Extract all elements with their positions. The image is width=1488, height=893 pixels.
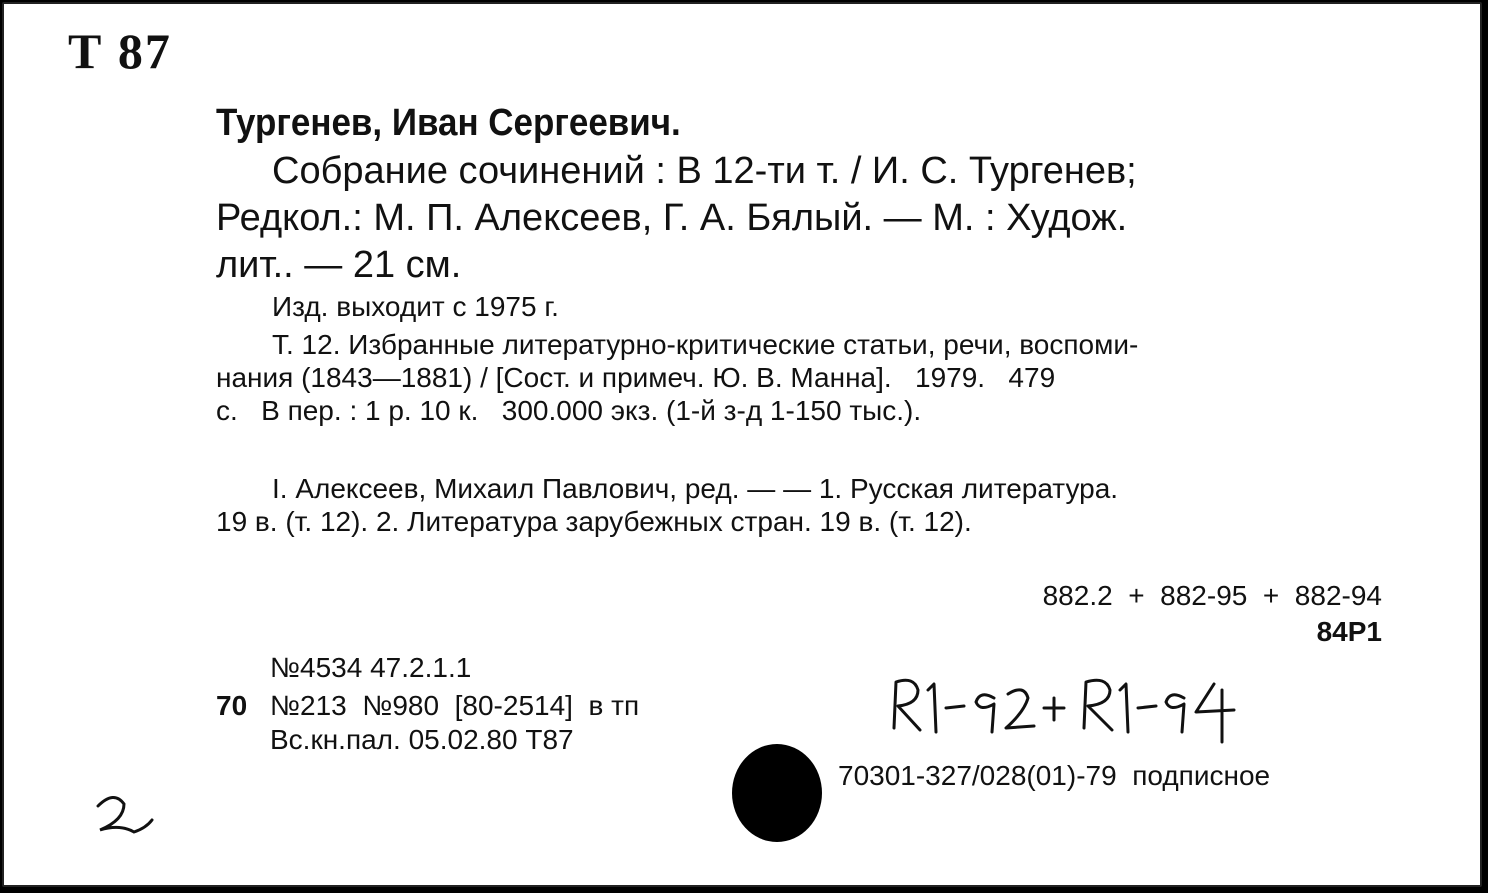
order-line-3: Вс.кн.пал. 05.02.80 Т87 [270,724,574,755]
title-line: лит.. — 21 см. [216,244,462,286]
order-line-2: №213 №980 [80-2514] в тп [270,690,640,721]
volume-line: с. В пер. : 1 р. 10 к. 300.000 экз. (1-й з-д 1-150 тыс.). [216,395,922,426]
shelf-mark: Т 87 [68,23,172,79]
volume-block [216,328,1386,427]
classification-index: 882.2 + 882-95 + 882-94 [1042,580,1382,611]
tracing-line: I. Алексеев, Михаил Павлович, ред. — — 1. Русская литература. [272,473,1119,504]
title-block [216,148,1386,289]
catalog-card [2,2,1482,887]
catalog-number: 70301-327/028(01)-79 подписное [838,760,1271,791]
handwritten-code [884,668,1274,750]
tracing-block [216,472,1386,538]
order-prefix: 70 [216,690,248,721]
title-line: Собрание сочинений : В 12-ти т. / И. С. Тургенев; [272,150,1137,192]
title-line: Редкол.: М. П. Алексеев, Г. А. Бялый. — М. : Худож. [216,197,1128,239]
order-line-1: №4534 47.2.1.1 [270,652,472,683]
volume-line: нания (1843—1881) / [Сост. и примеч. Ю. В. Манна]. 1979. 479 [216,362,1056,393]
author-heading: Тургенев, Иван Сергеевич. [216,102,681,144]
tracing-line: 19 в. (т. 12). 2. Литература зарубежных стран. 19 в. (т. 12). [216,506,972,537]
handwritten-number [90,790,160,840]
edition-note: Изд. выходит с 1975 г. [272,291,559,322]
classification-index-2: 84Р1 [1316,616,1382,647]
volume-line: Т. 12. Избранные литературно-критические статьи, речи, воспоми- [272,329,1139,360]
punch-hole [732,744,822,842]
